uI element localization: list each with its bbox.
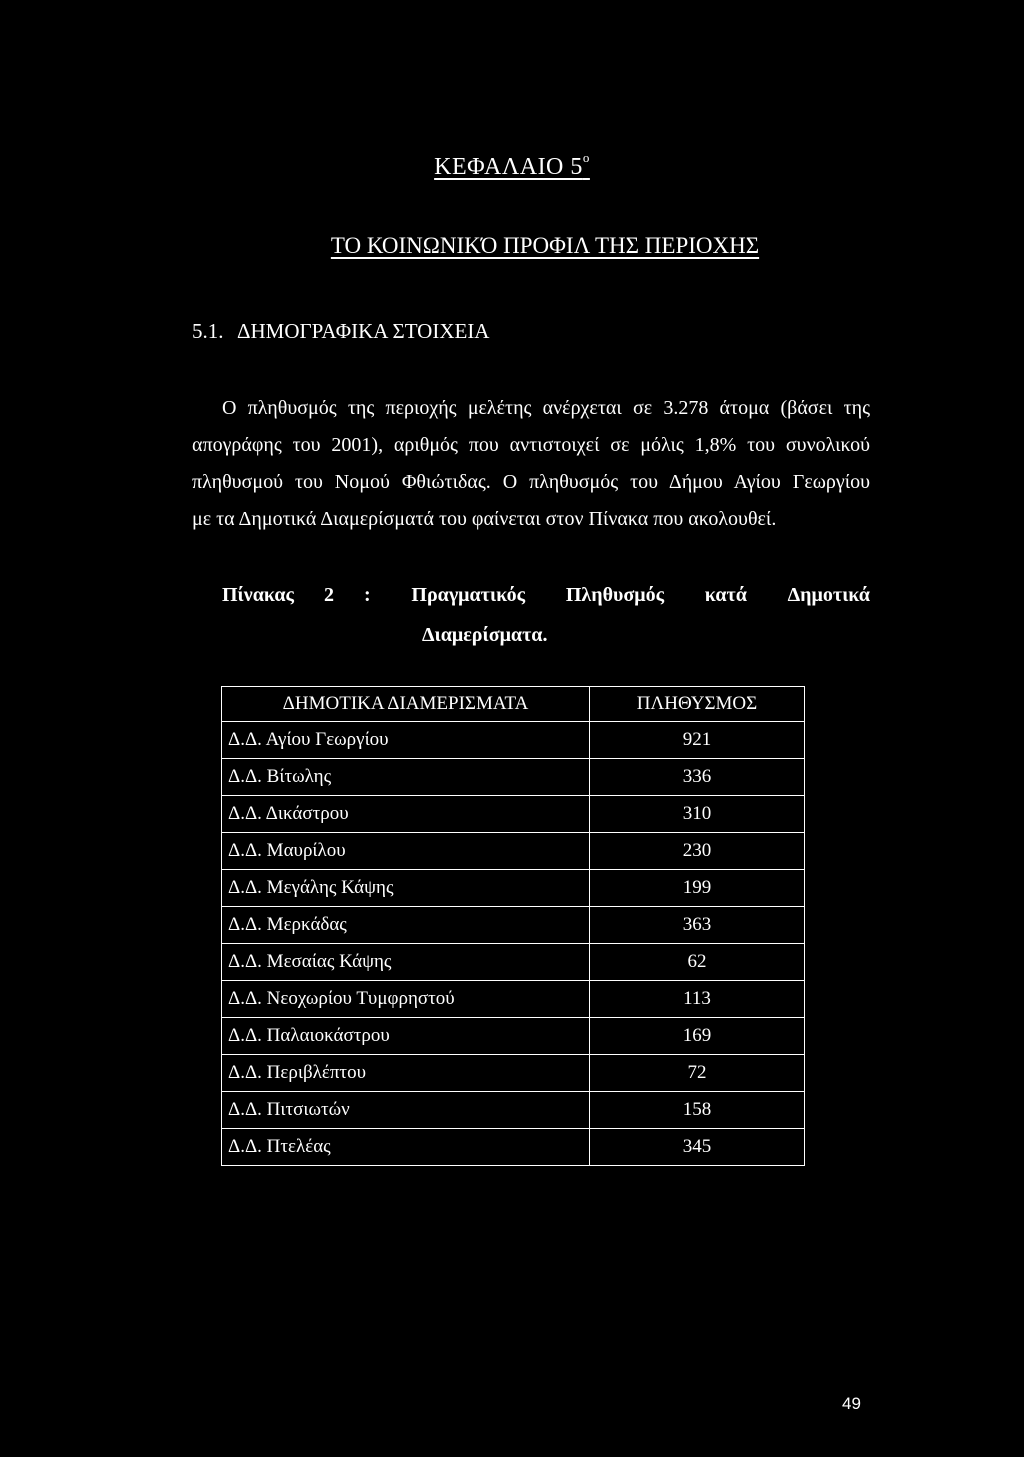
section-heading [192, 319, 489, 344]
district-name: Δ.Δ. Νεοχωρίου Τυμφρηστού [222, 981, 590, 1018]
table-row [222, 722, 805, 759]
district-name: Δ.Δ. Βίτωλης [222, 759, 590, 796]
district-name: Δ.Δ. Μεγάλης Κάψης [222, 870, 590, 907]
table-row [222, 1129, 805, 1166]
chapter-heading [0, 150, 1024, 181]
caption-word: κατά [704, 584, 747, 606]
population-value: 169 [590, 1018, 805, 1055]
paragraph-line: πληθυσμού του Νομού Φθιώτιδας. Ο πληθυσμός του Δήμου Αγίου Γεωργίου [192, 471, 870, 493]
caption-separator: : [363, 584, 371, 606]
page-title: ΤΟ ΚΟΙΝΩΝΙΚΌ ΠΡΟΦΙΛ ΤΗΣ ΠΕΡΙΟΧΗΣ [330, 233, 760, 258]
chapter-superscript: ο [582, 150, 590, 165]
population-value: 336 [590, 759, 805, 796]
caption-word: Δημοτικά [787, 584, 870, 606]
population-value: 113 [590, 981, 805, 1018]
population-value: 158 [590, 1092, 805, 1129]
caption-label: Πίνακας [222, 584, 294, 606]
district-name: Δ.Δ. Δικάστρου [222, 796, 590, 833]
column-header-districts: ΔΗΜΟΤΙΚΑ ΔΙΑΜΕΡΙΣΜΑΤΑ [222, 687, 590, 722]
population-value: 62 [590, 944, 805, 981]
population-value: 72 [590, 1055, 805, 1092]
body-paragraph [192, 390, 870, 538]
population-value: 310 [590, 796, 805, 833]
section-title: ΔΗΜΟΓΡΑΦΙΚΑ ΣΤΟΙΧΕΙΑ [237, 319, 490, 343]
chapter-label: ΚΕΦΑΛΑΙΟ 5 [434, 154, 583, 180]
district-name: Δ.Δ. Μαυρίλου [222, 833, 590, 870]
caption-line-1 [222, 575, 870, 615]
caption-line-2: Διαμερίσματα. [422, 624, 548, 646]
district-name: Δ.Δ. Μερκάδας [222, 907, 590, 944]
population-value: 921 [590, 722, 805, 759]
table-row [222, 981, 805, 1018]
table-row [222, 759, 805, 796]
population-value: 199 [590, 870, 805, 907]
caption-word: Πραγματικός [411, 584, 526, 606]
column-header-population: ΠΛΗΘΥΣΜΟΣ [590, 687, 805, 722]
section-number: 5.1. [192, 319, 224, 343]
table-row [222, 1055, 805, 1092]
table-caption [222, 575, 870, 655]
paragraph-line: Ο πληθυσμός της περιοχής μελέτης ανέρχεται σε 3.278 άτομα (βάσει της [222, 397, 870, 419]
table-row [222, 833, 805, 870]
table-row [222, 944, 805, 981]
paragraph-line: απογράφης του 2001), αριθμός που αντιστοιχεί σε μόλις 1,8% του συνολικού [192, 434, 870, 456]
paragraph-line: με τα Δημοτικά Διαμερίσματά του φαίνεται στον Πίνακα που ακολουθεί. [192, 508, 777, 530]
population-value: 230 [590, 833, 805, 870]
table-row [222, 796, 805, 833]
district-name: Δ.Δ. Παλαιοκάστρου [222, 1018, 590, 1055]
district-name: Δ.Δ. Πτελέας [222, 1129, 590, 1166]
caption-number: 2 [323, 584, 334, 606]
page-number: 49 [842, 1394, 861, 1413]
district-name: Δ.Δ. Μεσαίας Κάψης [222, 944, 590, 981]
district-name: Δ.Δ. Περιβλέπτου [222, 1055, 590, 1092]
district-name: Δ.Δ. Αγίου Γεωργίου [222, 722, 590, 759]
table-row [222, 1018, 805, 1055]
table-row [222, 907, 805, 944]
table-header-row [222, 687, 805, 722]
population-table [221, 686, 805, 1166]
table-row [222, 870, 805, 907]
district-name: Δ.Δ. Πιτσιωτών [222, 1092, 590, 1129]
population-value: 363 [590, 907, 805, 944]
caption-word: Πληθυσμός [565, 584, 665, 606]
population-value: 345 [590, 1129, 805, 1166]
table-row [222, 1092, 805, 1129]
caption-label-group [222, 575, 371, 615]
